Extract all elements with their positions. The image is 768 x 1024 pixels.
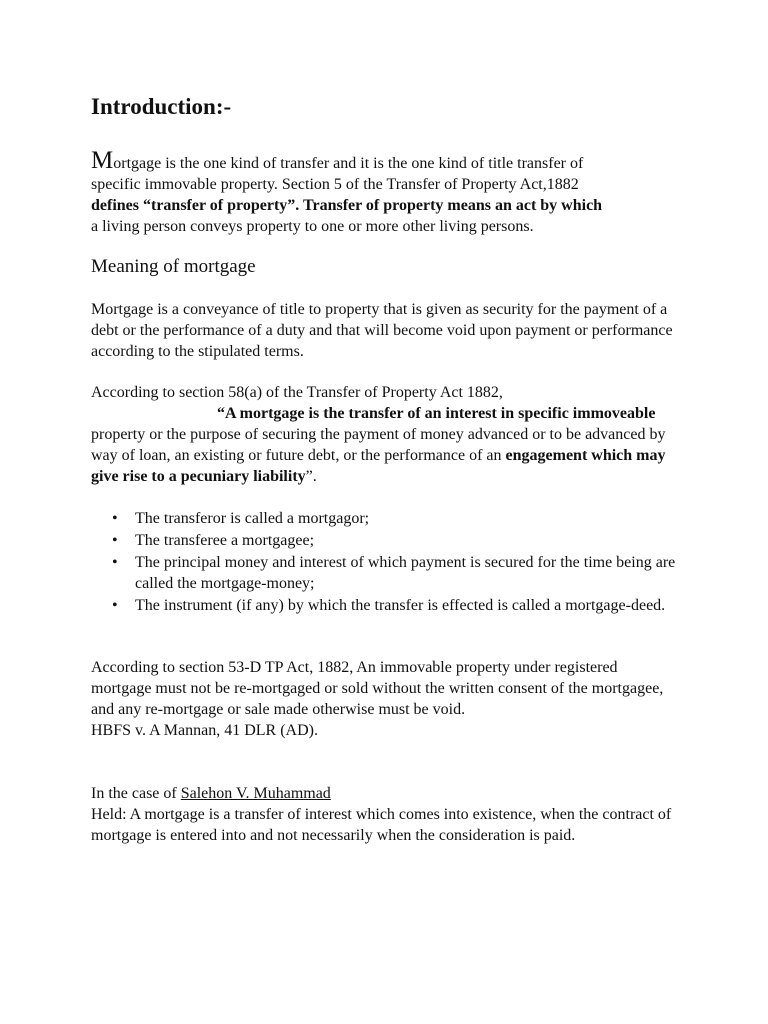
list-item-text: The principal money and interest of which payment is secured for the time being are called the mortgage-money; — [135, 554, 676, 592]
case-line — [91, 783, 681, 804]
intro-line-1-text: ortgage is the one kind of transfer and it is the one kind of title transfer of — [113, 155, 584, 172]
bullet-icon: • — [112, 597, 118, 614]
section58-intro: According to section 58(a) of the Transfer of Property Act 1882, — [91, 384, 503, 401]
case-paragraph — [91, 783, 681, 846]
list-item-text: The transferee a mortgagee; — [135, 532, 315, 549]
case-citation: HBFS v. A Mannan, 41 DLR (AD). — [91, 722, 318, 739]
drop-cap: M — [91, 147, 114, 174]
list-item-text: The instrument (if any) by which the transfer is effected is called a mortgage-deed. — [135, 597, 666, 614]
meaning-paragraph: Mortgage is a conveyance of title to property that is given as security for the payment of a debt or the performance of a duty and that will become void upon payment or performance according to the stipulated terms. — [91, 301, 673, 360]
quote-bold-end: engagement which may give rise to a pecuniary liability — [91, 447, 666, 485]
intro-bold-line: defines “transfer of property”. Transfer of property means an act by which — [91, 197, 603, 214]
bullet-icon: • — [112, 532, 118, 549]
section53-text: According to section 53-D TP Act, 1882, An immovable property under registered mortgage must not be re-mortgaged or sold without the written consent of the mortgagee, and any re-mortgage or sale made otherwise must be void. — [91, 659, 664, 718]
quote-bold-start: “A mortgage is the transfer of an interest in specific immoveable — [217, 405, 656, 422]
list-item-text: The transferor is called a mortgagor; — [135, 510, 370, 527]
page-title: Introduction:- — [91, 94, 232, 119]
meaning-heading: Meaning of mortgage — [91, 256, 256, 277]
quote-middle: property or the purpose of securing the payment of money advanced or to be advanced by way of loan, an existing or future debt, or the performance of an — [91, 426, 666, 464]
quote-close: ”. — [305, 468, 317, 485]
case-name: Salehon V. Muhammad — [180, 785, 331, 802]
intro-line-2: specific immovable property. Section 5 of the Transfer of Property Act,1882 — [91, 176, 579, 193]
bullet-icon: • — [112, 554, 118, 571]
case-held: Held: A mortgage is a transfer of interest which comes into existence, when the contract of mortgage is entered into and not necessarily when the consideration is paid. — [91, 806, 672, 844]
case-prefix: In the case of — [91, 785, 177, 802]
list-item — [91, 552, 681, 594]
intro-paragraph — [91, 147, 681, 237]
bullet-icon: • — [112, 510, 118, 527]
list-item — [91, 595, 681, 616]
intro-line-4: a living person conveys property to one or more other living persons. — [91, 218, 534, 235]
list-item — [91, 508, 681, 529]
bullet-list — [91, 508, 681, 617]
section58-paragraph — [91, 382, 681, 487]
intro-line-1 — [91, 147, 681, 174]
section53-paragraph — [91, 657, 681, 741]
list-item — [91, 530, 681, 551]
